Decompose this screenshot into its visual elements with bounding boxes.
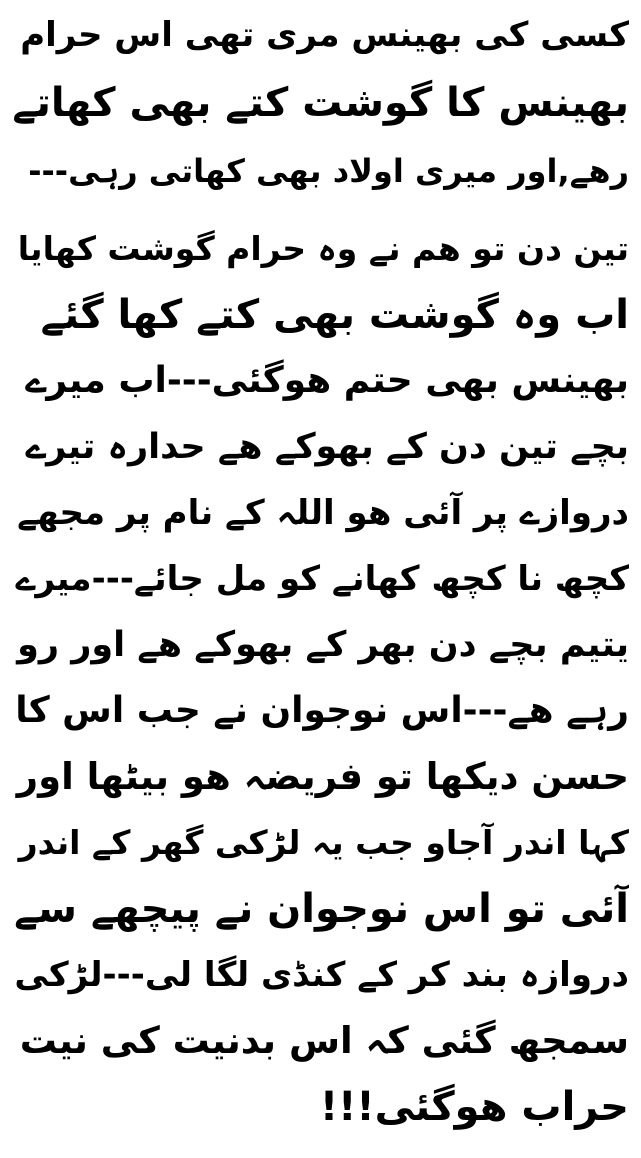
text-line: کہا اندر آجاو جب یہ لڑکی گھر کے اندر <box>18 823 629 862</box>
text-line: سمجھ گئی کہ اس بدنیت کی نیت <box>19 1019 629 1062</box>
text-line: دروازے پر آئی ھو اللہ کے نام پر مجھے <box>17 493 629 533</box>
text-line: اب وہ گوشت بھی کتے کھا گئے <box>40 292 629 338</box>
text-line: آئی تو اس نوجوان نے پیچھے سے <box>14 886 629 932</box>
text-line: یتیم بچے دن بھر کے بھوکے ھے اور رو <box>17 625 629 665</box>
text-line: رھے,اور میری اولاد بھی کھاتی رہی--- <box>28 152 629 190</box>
text-line: تین دن تو ھم نے وہ حرام گوشت کھایا <box>17 229 629 268</box>
text-line: حراب ھوگئی!!! <box>319 1084 629 1130</box>
text-line: بھینس کا گوشت کتے بھی کھاتے <box>12 80 629 126</box>
text-line: کچھ نا کچھ کھانے کو مل جائے---میرے <box>15 559 629 599</box>
text-line: بچے تین دن کے بھوکے ھے حدارہ تیرے <box>25 427 629 467</box>
text-line: رہے ھے---اس نوجوان نے جب اس کا <box>15 690 629 731</box>
text-line: کسی کی بھینس مری تھی اس حرام <box>20 15 629 55</box>
text-line: حسن دیکھا تو فریضہ ھو بیٹھا اور <box>16 755 629 798</box>
text-line: دروازہ بند کر کے کنڈی لگا لی---لڑکی <box>14 955 629 995</box>
text-line: بھینس بھی حتم ھوگئی---اب میرے <box>25 360 629 401</box>
